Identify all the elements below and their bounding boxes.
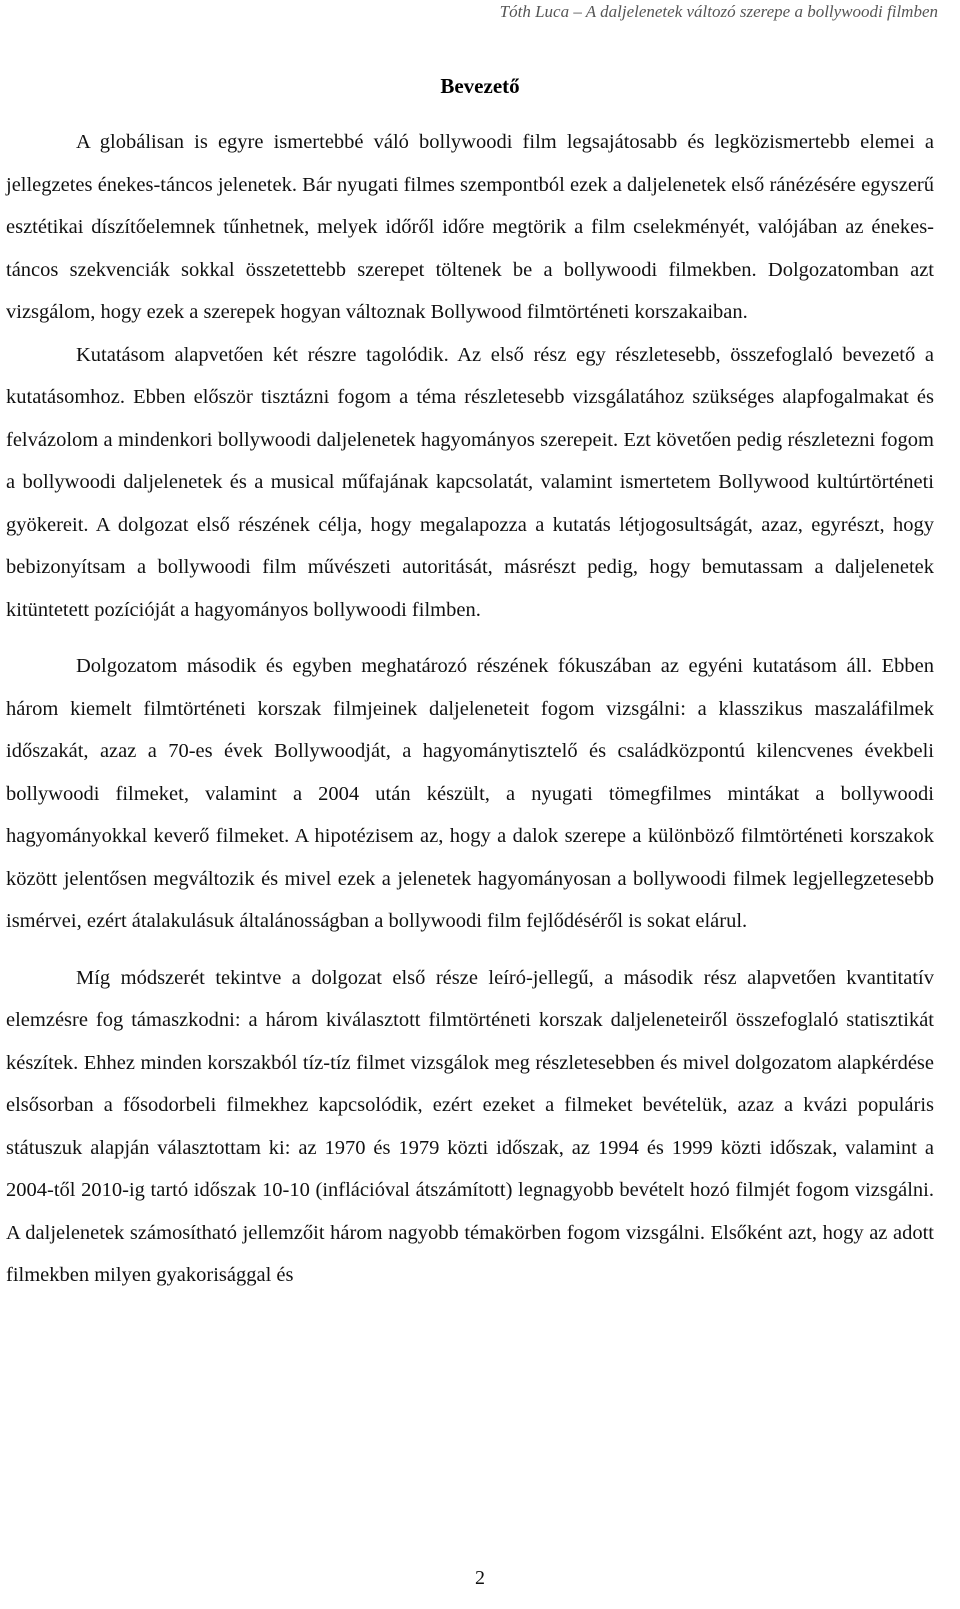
- running-header: Tóth Luca – A daljelenetek változó szerepe a bollywoodi filmben: [499, 2, 938, 21]
- section-heading: Bevezető: [440, 74, 520, 98]
- paragraph-intro: A globálisan is egyre ismertebbé váló bollywoodi film legsajátosabb és legközismertebb elemei a jellegzetes énekes-táncos jelenetek. Bár nyugati filmes szempontból ezek a daljelenetek első ránézésére egyszerű esztétikai díszítőelemnek tűnhetnek, melyek időről időre megtörik a film cselekményét, valójában az énekes-táncos szekvenciák sokkal összetettebb szerepet töltenek be a bollywoodi filmekben. Dolgozatomban azt vizsgálom, hogy ezek a szerepek hogyan változnak Bollywood filmtörténeti korszakaiban.: [6, 131, 934, 323]
- body-text: [6, 121, 934, 1297]
- page-number: 2: [475, 1567, 485, 1589]
- paragraph-research: Dolgozatom második és egyben meghatározó részének fókuszában az egyéni kutatásom áll. Ebben három kiemelt filmtörténeti korszak filmjeinek daljeleneteit fogom vizsgálni: a klasszikus maszaláfilmek időszakát, azaz a 70-es évek Bollywoodját, a hagyománytisztelő és családközpontú kilencvenes évekbeli bollywoodi filmeket, valamint a 2004 után készült, a nyugati tömegfilmes mintákat a bollywoodi hagyományokkal keverő filmeket. A hipotézisem az, hogy a dalok szerepe a különböző filmtörténeti korszakok között jelentősen megváltozik és mivel ezek a jelenetek hagyományosan a bollywoodi filmek legjellegzetesebb ismérvei, ezért átalakulásuk általánosságban a bollywoodi film fejlődéséről is sokat elárul.: [6, 655, 934, 932]
- paragraph-structure: Kutatásom alapvetően két részre tagolódik. Az első rész egy részletesebb, összefoglaló bevezető a kutatásomhoz. Ebben először tisztázni fogom a téma részletesebb vizsgálatához szükséges alapfogalmakat és felvázolom a mindenkori bollywoodi daljelenetek hagyományos szerepeit. Ezt követően pedig részletezni fogom a bollywoodi daljelenetek és a musical műfajának kapcsolatát, valamint ismertetem Bollywood kultúrtörténeti gyökereit. A dolgozat első részének célja, hogy megalapozza a kutatás létjogosultságát, azaz, egyrészt, hogy bebizonyítsam a bollywoodi film művészeti autoritását, másrészt pedig, hogy bemutassam a daljelenetek kitüntetett pozícióját a hagyományos bollywoodi filmben.: [6, 343, 934, 621]
- paragraph-method: Míg módszerét tekintve a dolgozat első része leíró-jellegű, a második rész alapvetően kvantitatív elemzésre fog támaszkodni: a három kiválasztott filmtörténeti korszak daljeleneteiről összefoglaló statisztikát készítek. Ehhez minden korszakból tíz-tíz filmet vizsgálok meg részletesebben és mivel dolgozatom alapkérdése elsősorban a fősodorbeli filmekhez kapcsolódik, ezért ezeket a filmeket bevételük, azaz a kvázi populáris státuszuk alapján választottam ki: az 1970 és 1979 közti időszak, az 1994 és 1999 közti időszak, valamint a 2004-től 2010-ig tartó időszak 10-10 (inflációval átszámított) legnagyobb bevételt hozó filmjét fogom vizsgálni. A daljelenetek számosítható jellemzőit három nagyobb témakörben fogom vizsgálni. Elsőként azt, hogy az adott filmekben milyen gyakorisággal és: [6, 966, 934, 1286]
